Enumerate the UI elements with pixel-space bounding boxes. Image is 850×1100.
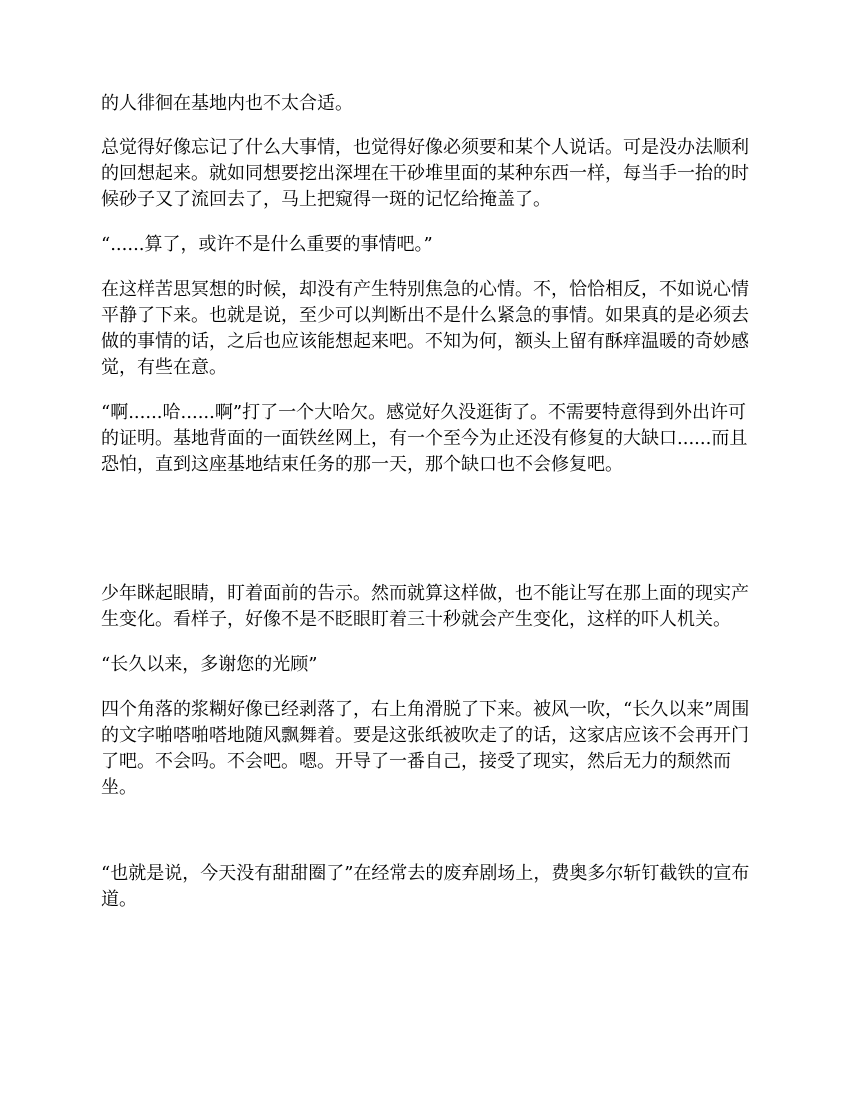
document-page — [101, 91, 751, 913]
paragraph-6: 少年眯起眼睛，盯着面前的告示。然而就算这样做，也不能让写在那上面的现实产生变化。看样子，好像不是不眨眼盯着三十秒就会产生变化，这样的吓人机关。 — [101, 583, 749, 630]
paragraph-2: 总觉得好像忘记了什么大事情，也觉得好像必须要和某个人说话。可是没办法顺利的回想起来。就如同想要挖出深埋在干砂堆里面的某种东西一样，每当手一抬的时候砂子又了流回去了，马上把窥得一斑的记忆给掩盖了。 — [101, 137, 749, 210]
paragraph-7: “长久以来，多谢您的光顾” — [101, 654, 318, 675]
paragraph-3: “......算了，或许不是什么重要的事情吧。” — [101, 234, 433, 255]
paragraph-4: 在这样苦思冥想的时候，却没有产生特别焦急的心情。不，恰恰相反，不如说心情平静了下来。也就是说，至少可以判断出不是什么紧急的事情。如果真的是必须去做的事情的话，之后也应该能想起来吧。不知为何，额头上留有酥痒温暖的奇妙感觉，有些在意。 — [101, 279, 749, 378]
paragraph-8: 四个角落的浆糊好像已经剥落了，右上角滑脱了下来。被风一吹，“长久以来”周围的文字啪嗒啪嗒地随风飘舞着。要是这张纸被吹走了的话，这家店应该不会再开门了吧。不会吗。不会吧。嗯。开导了一番自己，接受了现实，然后无力的颓然而坐。 — [101, 699, 750, 798]
paragraph-9: “也就是说，今天没有甜甜圈了”在经常去的废弃剧场上，费奥多尔斩钉截铁的宣布道。 — [101, 863, 750, 910]
paragraph-1: 的人徘徊在基地内也不太合适。 — [101, 93, 353, 114]
paragraph-5: “啊......哈......啊”打了一个大哈欠。感觉好久没逛街了。不需要特意得到外出许可的证明。基地背面的一面铁丝网上，有一个至今为止还没有修复的大缺口......而且恐怕，直到这座基地结束任务的那一天，那个缺口也不会修复吧。 — [101, 402, 748, 475]
